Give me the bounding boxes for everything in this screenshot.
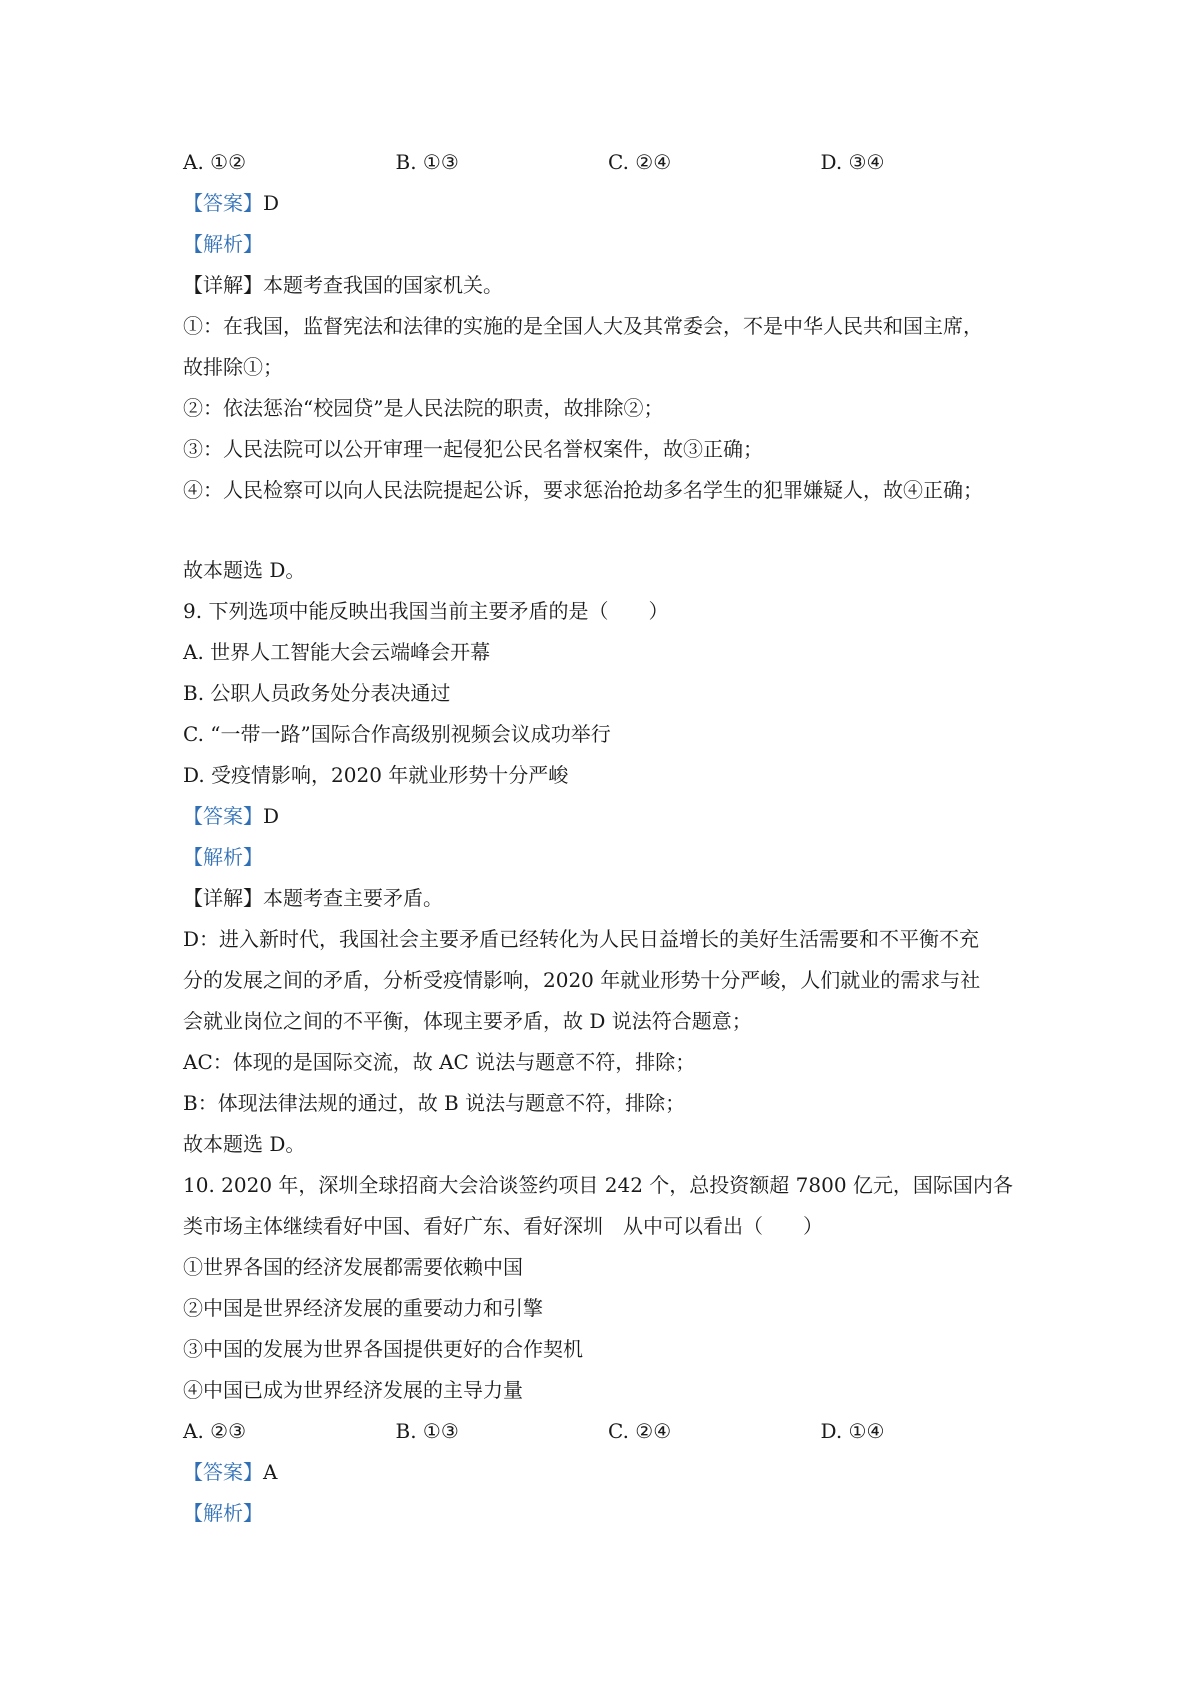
q8-answer (183, 183, 1033, 224)
q9-question: 9. 下列选项中能反映出我国当前主要矛盾的是（ ） (183, 599, 669, 623)
q10-option-c: C. ②④ (608, 1419, 672, 1443)
q8-detail (183, 265, 1033, 306)
answer-value: D (263, 804, 280, 828)
q10-options (183, 1411, 1033, 1452)
analysis-tag: 【解析】 (183, 1501, 263, 1525)
q8-option-a: A. ①② (183, 150, 247, 174)
q8-option-b: B. ①③ (395, 150, 459, 174)
blank-line (183, 511, 1033, 550)
q9-choice-d: D. 受疫情影响，2020 年就业形势十分严峻 (183, 763, 569, 787)
q8-option-c: C. ②④ (608, 150, 672, 174)
answer-value: A (263, 1460, 278, 1484)
q8-detail-line: ④：人民检察可以向人民法院提起公诉，要求惩治抢劫多名学生的犯罪嫌疑人，故④正确； (183, 478, 983, 502)
q10-statement: ③中国的发展为世界各国提供更好的合作契机 (183, 1337, 583, 1361)
q9-choice-b: B. 公职人员政务处分表决通过 (183, 681, 451, 705)
q10-option-a: A. ②③ (183, 1419, 247, 1443)
detail-text: 本题考查我国的国家机关。 (263, 273, 503, 297)
q8-detail-line: ②：依法惩治“校园贷”是人民法院的职责，故排除②； (183, 396, 664, 420)
answer-tag: 【答案】 (183, 804, 263, 828)
q9-detail (183, 878, 1033, 919)
detail-text: 本题考查主要矛盾。 (263, 886, 443, 910)
answer-tag: 【答案】 (183, 1460, 263, 1484)
analysis-tag: 【解析】 (183, 232, 263, 256)
q9-detail-line: 会就业岗位之间的不平衡，体现主要矛盾，故 D 说法符合题意； (183, 1009, 752, 1033)
q9-choice-c: C. “一带一路”国际合作高级别视频会议成功举行 (183, 722, 611, 746)
q10-question-line: 类市场主体继续看好中国、看好广东、看好深圳 从中可以看出（ ） (183, 1214, 823, 1238)
detail-tag: 【详解】 (183, 273, 263, 297)
q10-statement: ②中国是世界经济发展的重要动力和引擎 (183, 1296, 543, 1320)
q8-detail-line: 故排除①； (183, 355, 283, 379)
q10-statement: ④中国已成为世界经济发展的主导力量 (183, 1378, 523, 1402)
q8-conclusion: 故本题选 D。 (183, 558, 306, 582)
q10-answer (183, 1452, 1033, 1493)
q10-option-d: D. ①④ (820, 1419, 885, 1443)
q8-detail-line: ③：人民法院可以公开审理一起侵犯公民名誉权案件，故③正确； (183, 437, 763, 461)
answer-value: D (263, 191, 280, 215)
q9-detail-line: AC：体现的是国际交流，故 AC 说法与题意不符，排除； (183, 1050, 696, 1074)
q8-analysis (183, 224, 1033, 265)
q8-detail-line: ①：在我国，监督宪法和法律的实施的是全国人大及其常委会，不是中华人民共和国主席， (183, 314, 983, 338)
q8-option-d: D. ③④ (820, 150, 885, 174)
q10-statement: ①世界各国的经济发展都需要依赖中国 (183, 1255, 523, 1279)
q9-detail-line: D：进入新时代，我国社会主要矛盾已经转化为人民日益增长的美好生活需要和不平衡不充 (183, 927, 980, 951)
q10-option-b: B. ①③ (395, 1419, 459, 1443)
document-page (183, 142, 1033, 1534)
analysis-tag: 【解析】 (183, 845, 263, 869)
q10-analysis (183, 1493, 1033, 1534)
q9-detail-line: B：体现法律法规的通过，故 B 说法与题意不符，排除； (183, 1091, 686, 1115)
q9-analysis (183, 837, 1033, 878)
q9-answer (183, 796, 1033, 837)
q9-detail-line: 分的发展之间的矛盾，分析受疫情影响，2020 年就业形势十分严峻，人们就业的需求与社 (183, 968, 981, 992)
answer-tag: 【答案】 (183, 191, 263, 215)
q10-question-line: 10. 2020 年，深圳全球招商大会洽谈签约项目 242 个，总投资额超 7800 亿元，国际国内各 (183, 1173, 1013, 1197)
q9-conclusion: 故本题选 D。 (183, 1132, 306, 1156)
q8-options (183, 142, 1033, 183)
q9-choice-a: A. 世界人工智能大会云端峰会开幕 (183, 640, 491, 664)
detail-tag: 【详解】 (183, 886, 263, 910)
